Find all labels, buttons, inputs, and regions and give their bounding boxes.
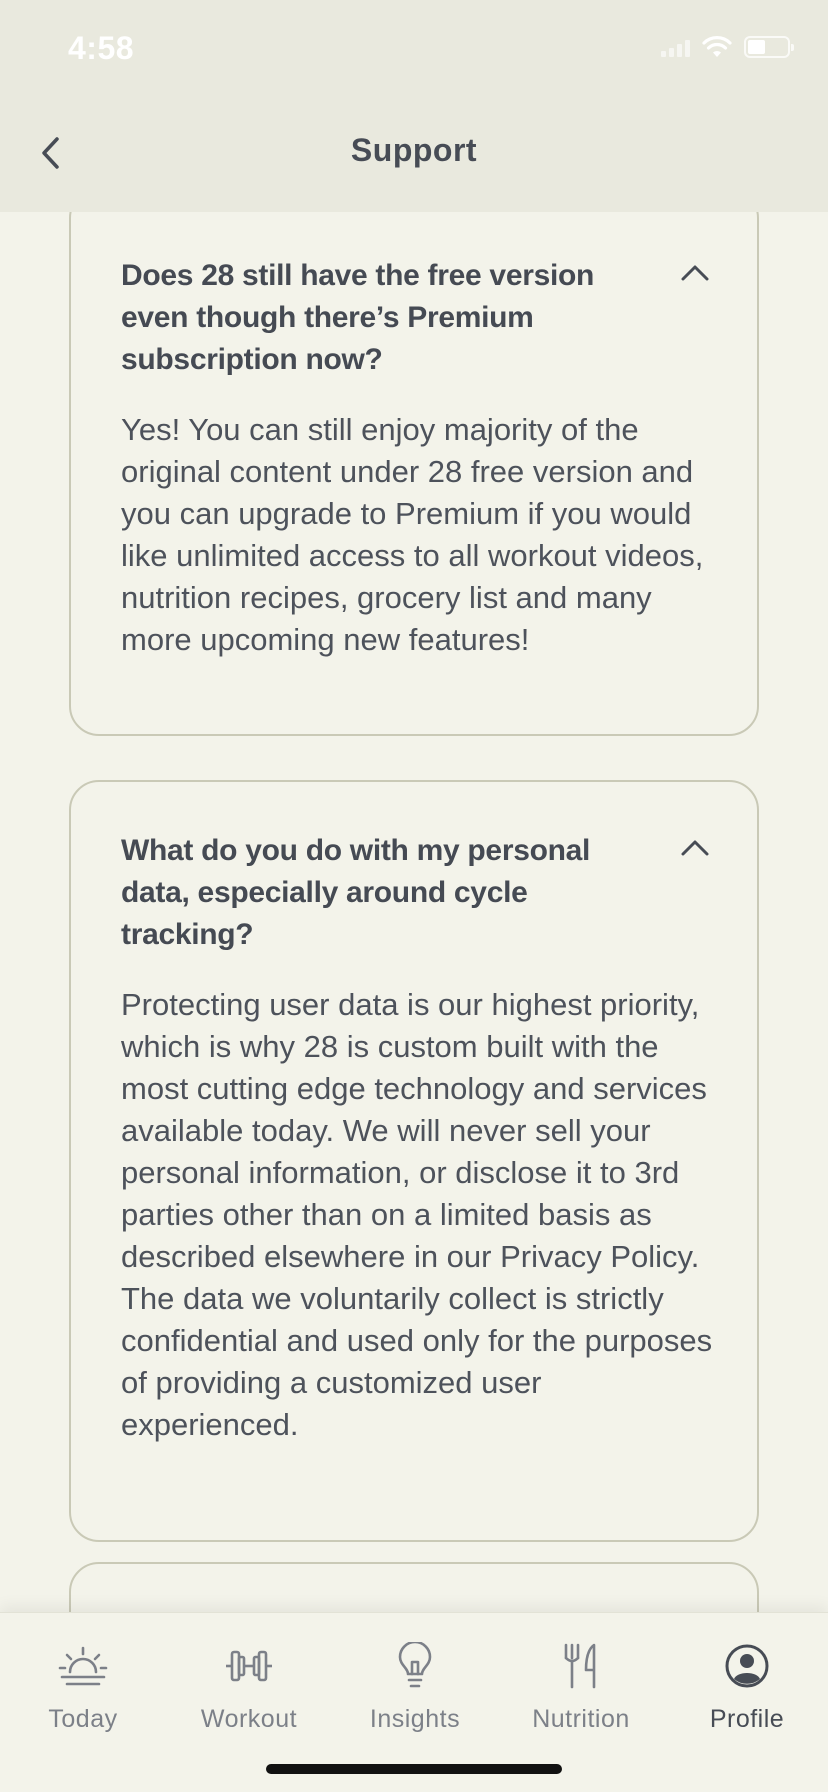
- faq-question: What do you do with my personal data, especially around cycle tracking?: [121, 834, 591, 951]
- sunrise-icon: [56, 1639, 110, 1693]
- dumbbell-icon: [222, 1639, 276, 1693]
- faq-list[interactable]: [0, 212, 828, 1612]
- home-indicator[interactable]: [266, 1764, 562, 1774]
- page-title: Support: [350, 132, 478, 168]
- faq-answer: Yes! You can still enjoy majority of the original content under 28 free version and you can upgrade to Premium if you would like unlimited access to all workout videos, nutrition recipes, grocery list and many more upcoming new features!: [121, 412, 704, 657]
- battery-icon: [744, 36, 790, 58]
- status-time: 4:58: [68, 30, 135, 66]
- profile-icon: [720, 1639, 774, 1693]
- tab-label: Nutrition: [532, 1705, 630, 1733]
- faq-card[interactable]: [69, 212, 759, 736]
- chevron-up-icon[interactable]: [679, 837, 711, 859]
- faq-card[interactable]: [69, 780, 759, 1542]
- tab-workout[interactable]: [166, 1639, 332, 1734]
- header-bar: [0, 0, 828, 212]
- faq-question: Does 28 still have the free version even though there’s Premium subscription now?: [121, 259, 595, 376]
- fork-knife-icon: [554, 1639, 608, 1693]
- chevron-up-icon[interactable]: [679, 262, 711, 284]
- tab-insights[interactable]: [332, 1639, 498, 1734]
- battery-level: [748, 40, 765, 54]
- wifi-icon: [702, 36, 732, 58]
- tab-label: Profile: [709, 1705, 785, 1733]
- tab-nutrition[interactable]: [498, 1639, 664, 1734]
- tab-label: Workout: [200, 1705, 298, 1733]
- faq-answer: Protecting user data is our highest priority, which is why 28 is custom built with the most cutting edge technology and services available today. We will never sell your personal information, or disclose it to 3rd parties other than on a limited basis as described elsewhere in our Privacy Policy. The data we voluntarily collect is strictly confidential and used only for the purposes of providing a customized user experienced.: [121, 987, 713, 1442]
- status-icons: [661, 36, 790, 58]
- tab-profile[interactable]: [664, 1639, 828, 1734]
- faq-card[interactable]: [69, 1562, 759, 1612]
- tab-label: Today: [48, 1705, 118, 1733]
- tab-today[interactable]: [0, 1639, 166, 1734]
- lightbulb-icon: [388, 1639, 442, 1693]
- tab-label: Insights: [369, 1705, 461, 1733]
- cellular-signal-icon: [661, 37, 690, 57]
